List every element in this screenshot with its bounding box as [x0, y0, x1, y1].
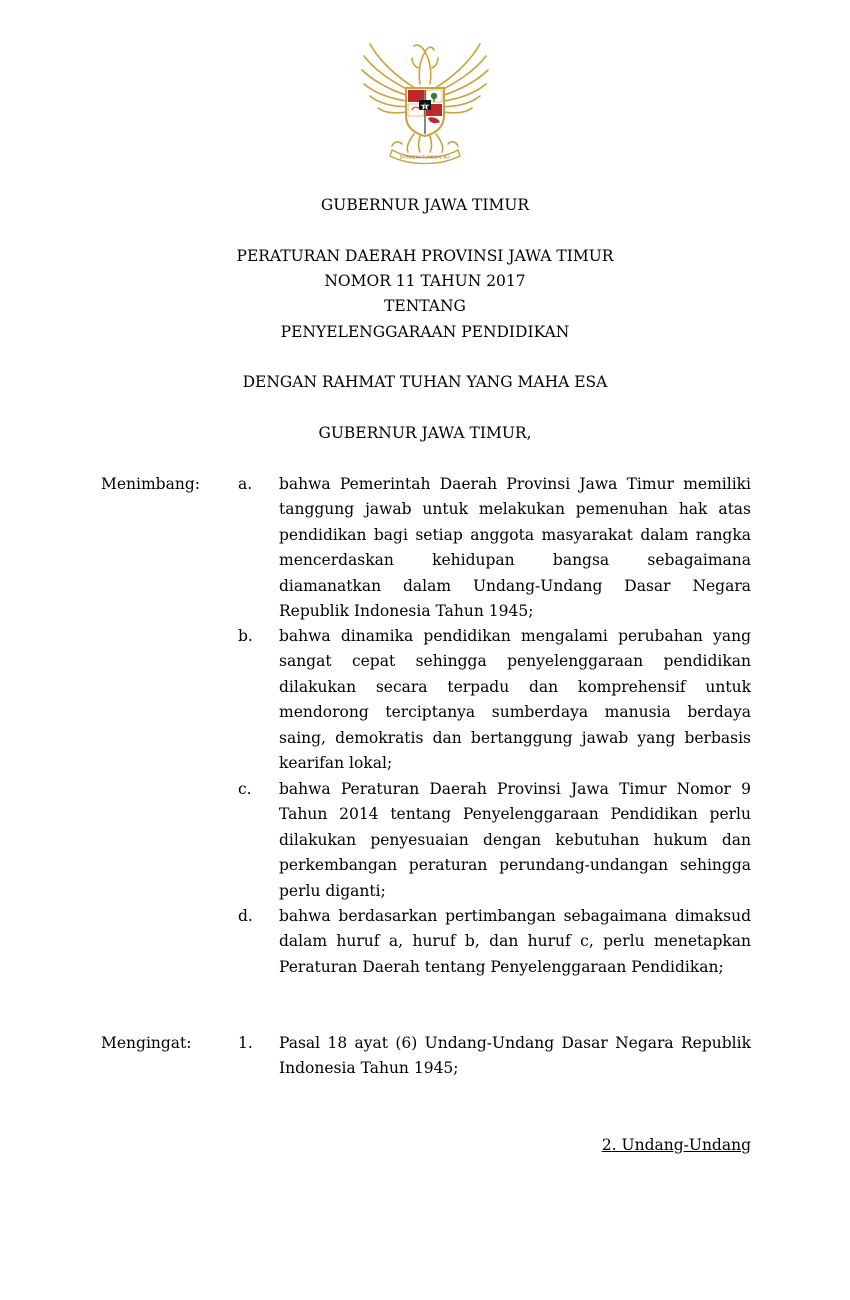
- menimbang-item-text: bahwa Pemerintah Daerah Provinsi Jawa Timur memiliki tanggung jawab untuk melakukan pemenuhan hak atas pendidikan bagi setiap anggota masyarakat dalam rangka mencerdaskan kehidupan bangsa sebagaimana diamanatkan dalam Undang-Undang Dasar Negara Republik Indonesia Tahun 1945;: [279, 475, 751, 621]
- menimbang-item-text: bahwa dinamika pendidikan mengalami perubahan yang sangat cepat sehingga penyelenggaraan pendidikan dilakukan secara terpadu dan komprehensif untuk mendorong terciptanya sumberdaya manusia berdaya saing, demokratis dan bertanggung jawab yang berbasis kearifan lokal;: [279, 627, 751, 773]
- menimbang-label: Menimbang:: [101, 475, 200, 493]
- regulation-subject: PENYELENGGARAAN PENDIDIKAN: [280, 323, 570, 341]
- garuda-pancasila-emblem: [358, 38, 492, 168]
- regulation-about: TENTANG: [384, 297, 466, 315]
- issuer-heading: GUBERNUR JAWA TIMUR,: [318, 424, 532, 442]
- next-page-reference: 2. Undang-Undang: [601, 1136, 751, 1154]
- regulation-title: PERATURAN DAERAH PROVINSI JAWA TIMUR: [236, 247, 614, 265]
- authority-heading: GUBERNUR JAWA TIMUR: [320, 196, 530, 214]
- menimbang-item-text: bahwa berdasarkan pertimbangan sebagaimana dimaksud dalam huruf a, huruf b, dan huruf c, perlu menetapkan Peraturan Daerah tentang Penyelenggaraan Pendidikan;: [279, 907, 751, 976]
- menimbang-item-marker: a.: [238, 475, 253, 493]
- menimbang-item-marker: c.: [238, 780, 252, 798]
- menimbang-item-text: bahwa Peraturan Daerah Provinsi Jawa Timur Nomor 9 Tahun 2014 tentang Penyelenggaraan Pendidikan perlu dilakukan penyesuaian dengan kebutuhan hukum dan perkembangan peraturan perundang-undangan sehingga perlu diganti;: [279, 780, 751, 900]
- menimbang-item-marker: d.: [238, 907, 253, 925]
- menimbang-item-marker: b.: [238, 627, 253, 645]
- mengingat-label: Mengingat:: [101, 1034, 192, 1052]
- mengingat-item-text: Pasal 18 ayat (6) Undang-Undang Dasar Negara Republik Indonesia Tahun 1945;: [279, 1034, 751, 1078]
- invocation: DENGAN RAHMAT TUHAN YANG MAHA ESA: [242, 373, 608, 391]
- mengingat-item-marker: 1.: [238, 1034, 253, 1052]
- regulation-number: NOMOR 11 TAHUN 2017: [324, 272, 526, 290]
- emblem-motto: BHINNEKA TUNGGAL IKA: [399, 154, 451, 160]
